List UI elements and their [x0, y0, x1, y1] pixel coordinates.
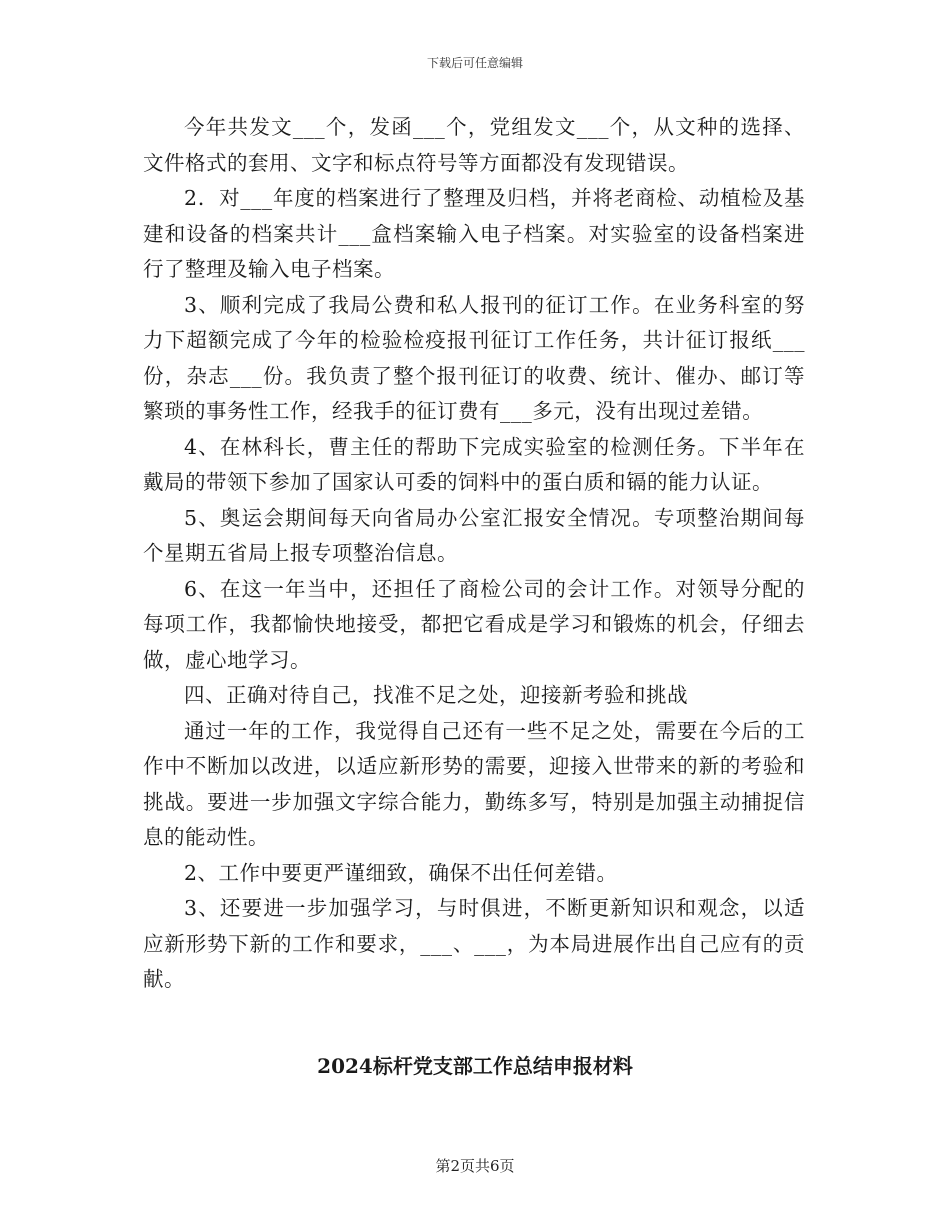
- document-body: [143, 110, 805, 998]
- paragraph: 通过一年的工作，我觉得自己还有一些不足之处，需要在今后的工作中不断加以改进，以适应新形势的需要，迎接入世带来的新的考验和挑战。要进一步加强文字综合能力，勤练多写，特别是加强主动捕捉信息的能动性。: [143, 718, 805, 849]
- paragraph: 3、顺利完成了我局公费和私人报刊的征订工作。在业务科室的努力下超额完成了今年的检验检疫报刊征订工作任务，共计征订报纸___份，杂志___份。我负责了整个报刊征订的收费、统计、催办、邮订等繁琐的事务性工作，经我手的征订费有___多元，没有出现过差错。: [143, 292, 805, 423]
- paragraph: 2．对___年度的档案进行了整理及归档，并将老商检、动植检及基建和设备的档案共计___盒档案输入电子档案。对实验室的设备档案进行了整理及输入电子档案。: [143, 186, 805, 281]
- paragraph: 2、工作中要更严谨细致，确保不出任何差错。: [184, 860, 618, 885]
- section-heading: 四、正确对待自己，找准不足之处，迎接新考验和挑战: [184, 683, 688, 707]
- page-footer: 第2页共6页: [435, 1157, 515, 1175]
- paragraph: 3、还要进一步加强学习，与时俱进，不断更新知识和观念，以适应新形势下新的工作和要求，___、___，为本局进展作出自己应有的贡献。: [143, 896, 805, 991]
- paragraph: 5、奥运会期间每天向省局办公室汇报安全情况。专项整治期间每个星期五省局上报专项整治信息。: [143, 505, 805, 565]
- page-header: 下载后可任意编辑: [426, 56, 523, 70]
- paragraph: 今年共发文___个，发函___个，党组发文___个，从文种的选择、文件格式的套用、文字和标点符号等方面都没有发现错误。: [143, 115, 805, 175]
- document-title: 2024标杆党支部工作总结申报材料: [317, 1054, 633, 1078]
- paragraph: 4、在林科长，曹主任的帮助下完成实验室的检测任务。下半年在戴局的带领下参加了国家认可委的饲料中的蛋白质和镉的能力认证。: [143, 434, 805, 494]
- paragraph: 6、在这一年当中，还担任了商检公司的会计工作。对领导分配的每项工作，我都愉快地接受，都把它看成是学习和锻炼的机会，仔细去做，虚心地学习。: [143, 576, 805, 672]
